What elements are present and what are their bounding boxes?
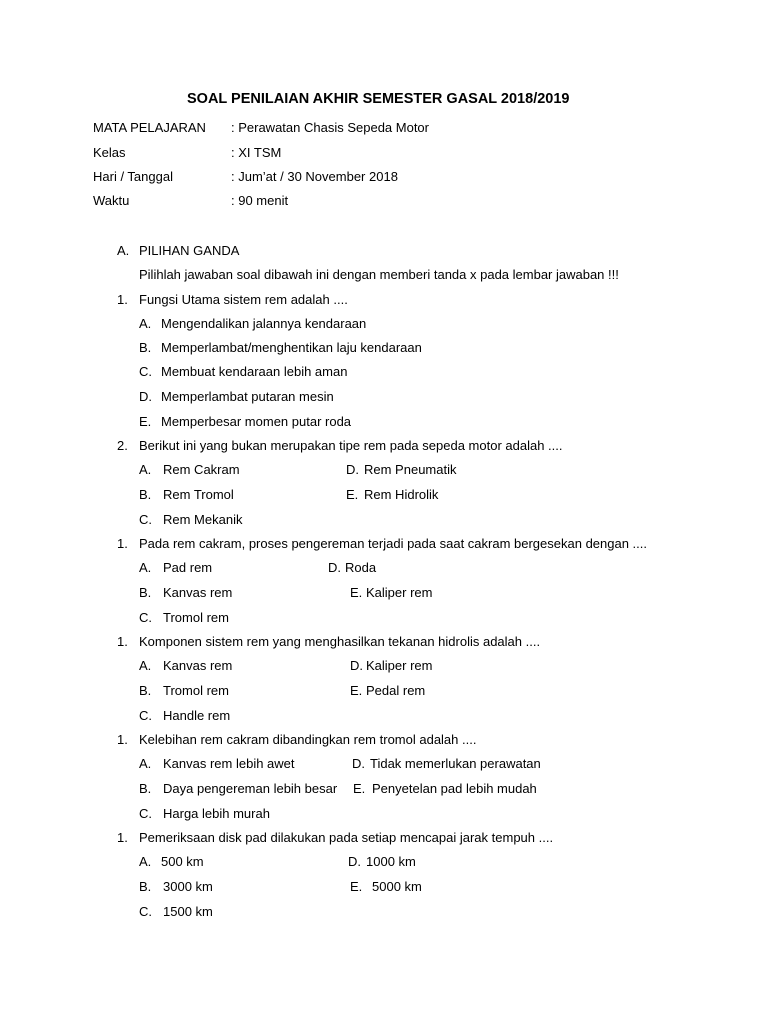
date-label: Hari / Tanggal — [93, 169, 173, 184]
option-text: Harga lebih murah — [163, 806, 270, 821]
question-text: Pada rem cakram, proses pengereman terjadi pada saat cakram bergesekan dengan .... — [139, 536, 648, 551]
option-letter: A. — [139, 316, 152, 331]
option-letter: A. — [139, 854, 152, 869]
option-letter: D. — [346, 462, 359, 477]
option-text: Rem Cakram — [163, 462, 240, 477]
option-letter: C. — [139, 904, 152, 919]
question-number: 1. — [117, 634, 128, 649]
option-text: Penyetelan pad lebih mudah — [372, 781, 537, 796]
option-letter: C. — [139, 512, 152, 527]
question-text: Kelebihan rem cakram dibandingkan rem tromol adalah .... — [139, 732, 477, 747]
section-title: PILIHAN GANDA — [139, 243, 240, 258]
option-letter: E. — [139, 414, 152, 429]
option-text: Kaliper rem — [366, 658, 433, 673]
question-number: 2. — [117, 438, 128, 453]
option-text: Tromol rem — [163, 683, 229, 698]
option-letter: B. — [139, 487, 152, 502]
option-letter: E. — [350, 683, 363, 698]
section-letter: A. — [117, 243, 130, 258]
option-text: Daya pengereman lebih besar — [163, 781, 338, 796]
class-value: : XI TSM — [231, 145, 282, 160]
option-letter: E. — [346, 487, 359, 502]
option-letter: D. — [139, 389, 152, 404]
question-number: 1. — [117, 292, 128, 307]
option-text: Kanvas rem — [163, 585, 233, 600]
option-text: 3000 km — [163, 879, 213, 894]
option-text: Roda — [345, 560, 377, 575]
option-text: Rem Hidrolik — [364, 487, 439, 502]
question-text: Fungsi Utama sistem rem adalah .... — [139, 292, 348, 307]
option-letter: B. — [139, 683, 152, 698]
option-letter: A. — [139, 560, 152, 575]
option-text: Kanvas rem lebih awet — [163, 756, 295, 771]
option-text: 1500 km — [163, 904, 213, 919]
question-number: 1. — [117, 732, 128, 747]
option-letter: D. — [348, 854, 361, 869]
option-letter: B. — [139, 879, 152, 894]
option-letter: B. — [139, 585, 152, 600]
option-letter: C. — [139, 364, 152, 379]
option-text: Pad rem — [163, 560, 213, 575]
option-letter: A. — [139, 756, 152, 771]
option-letter: E. — [353, 781, 366, 796]
option-letter: D. — [328, 560, 341, 575]
question-number: 1. — [117, 536, 128, 551]
question-text: Berikut ini yang bukan merupakan tipe rem pada sepeda motor adalah .... — [139, 438, 563, 453]
option-text: 5000 km — [372, 879, 422, 894]
option-text: Rem Mekanik — [163, 512, 243, 527]
option-text: Mengendalikan jalannya kendaraan — [161, 316, 367, 331]
question-text: Pemeriksaan disk pad dilakukan pada setiap mencapai jarak tempuh .... — [139, 830, 554, 845]
duration-value: : 90 menit — [231, 193, 289, 208]
page-title: SOAL PENILAIAN AKHIR SEMESTER GASAL 2018/2019 — [187, 91, 570, 107]
question-number: 1. — [117, 830, 128, 845]
option-letter: C. — [139, 708, 152, 723]
option-letter: D. — [350, 658, 363, 673]
option-text: Memperbesar momen putar roda — [161, 414, 352, 429]
option-text: Memperlambat putaran mesin — [161, 389, 334, 404]
option-text: 1000 km — [366, 854, 416, 869]
section-instruction: Pilihlah jawaban soal dibawah ini dengan memberi tanda x pada lembar jawaban !!! — [139, 267, 619, 282]
option-text: 500 km — [161, 854, 204, 869]
option-letter: C. — [139, 806, 152, 821]
option-text: Kanvas rem — [163, 658, 233, 673]
option-letter: B. — [139, 340, 152, 355]
date-value: : Jum’at / 30 November 2018 — [231, 169, 398, 184]
option-letter: A. — [139, 462, 152, 477]
class-label: Kelas — [93, 145, 126, 160]
option-text: Rem Tromol — [163, 487, 234, 502]
option-text: Memperlambat/menghentikan laju kendaraan — [161, 340, 422, 355]
option-text: Kaliper rem — [366, 585, 433, 600]
option-letter: A. — [139, 658, 152, 673]
option-letter: B. — [139, 781, 152, 796]
subject-label: MATA PELAJARAN — [93, 120, 206, 135]
option-letter: C. — [139, 610, 152, 625]
option-letter: E. — [350, 879, 363, 894]
option-text: Membuat kendaraan lebih aman — [161, 364, 348, 379]
option-text: Handle rem — [163, 708, 231, 723]
option-letter: E. — [350, 585, 363, 600]
option-text: Tidak memerlukan perawatan — [370, 756, 541, 771]
option-text: Rem Pneumatik — [364, 462, 457, 477]
subject-value: : Perawatan Chasis Sepeda Motor — [231, 120, 429, 135]
duration-label: Waktu — [93, 193, 130, 208]
option-letter: D. — [352, 756, 365, 771]
option-text: Tromol rem — [163, 610, 229, 625]
question-text: Komponen sistem rem yang menghasilkan tekanan hidrolis adalah .... — [139, 634, 541, 649]
option-text: Pedal rem — [366, 683, 426, 698]
